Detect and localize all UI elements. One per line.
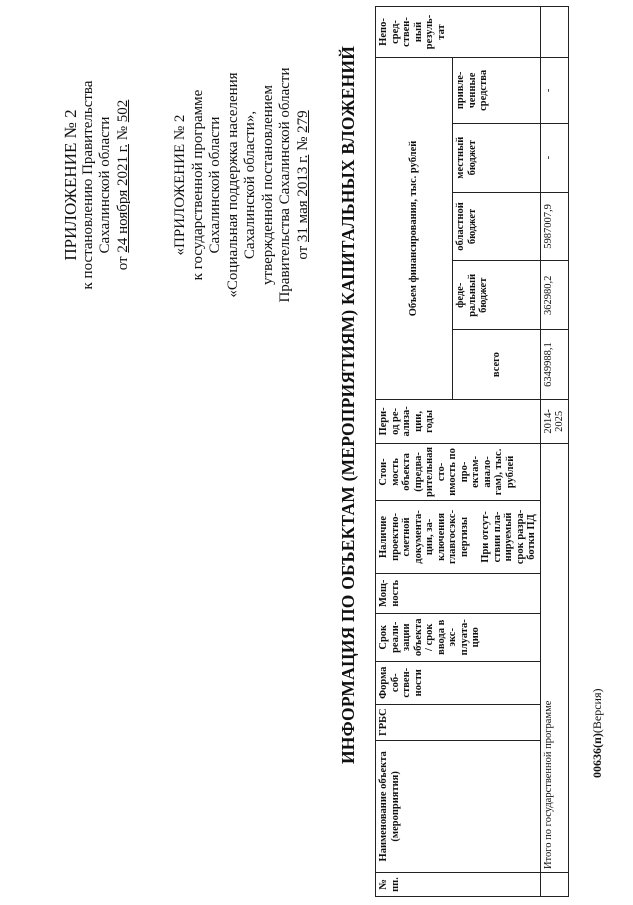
total-sum: 6349988,1 [540, 330, 568, 400]
program-line: утвержденной постановлением [259, 85, 276, 285]
cell-empty [540, 873, 568, 897]
header-ownership: Форма соб-ствен-ности [376, 661, 541, 704]
header-total: всего [453, 330, 540, 400]
program-line: «Социальная поддержка населения [224, 72, 241, 298]
appendix-line: к постановлению Правительства [79, 80, 96, 290]
program-line: Сахалинской области», [242, 110, 258, 260]
appendix-date-line: от 24 ноября 2021 г. № 502 [114, 99, 131, 271]
header-num: № пп. [376, 873, 541, 897]
appendix-line: Сахалинской области [97, 116, 113, 254]
cell-empty [540, 7, 568, 58]
table-header-row [376, 7, 453, 897]
header-grbs: ГРБС [376, 704, 541, 740]
total-period: 2014-2025 [540, 399, 568, 443]
program-header [172, 65, 312, 305]
total-label: Итого по государственной программе [540, 443, 568, 872]
total-attracted: - [540, 57, 568, 123]
page-title: ИНФОРМАЦИЯ ПО ОБЪЕКТАМ (МЕРОПРИЯТИЯМ) КАПИТАЛЬНЫХ ВЛОЖЕНИЙ [338, 45, 358, 765]
header-attracted: привле-ченные средства [453, 57, 540, 123]
header-capacity: Мощ-ность [376, 573, 541, 613]
appendix-date: 24 ноября 2021 г. [114, 144, 131, 253]
header-local: местный бюджет [453, 123, 540, 192]
program-line: «ПРИЛОЖЕНИЕ № 2 [172, 114, 188, 256]
program-line: к государственной программе [189, 89, 206, 281]
program-line: Правительства Сахалинской области [277, 67, 293, 303]
total-local: - [540, 123, 568, 192]
appendix-header [62, 65, 132, 305]
total-federal: 362980,2 [540, 261, 568, 330]
header-funding: Объем финансирования, тыс. рублей [376, 57, 453, 399]
program-date: 31 мая 2013 г. [294, 154, 311, 243]
header-period: Пери-од ре-ализа-ции, годы [376, 399, 541, 443]
header-regional: областной бюджет [453, 192, 540, 261]
header-docs-note: При отсут-ствии пла-нируемый срок разра-ботки ПД [480, 509, 537, 565]
header-deadline: Срок реали-зации объекта / срок ввода в экс-плуата-цию [376, 613, 541, 661]
header-cost: Стои-мость объекта (предва-рительная сто-имость по про-ектам-анало-гам), тыс. рублей [376, 443, 541, 500]
program-line: Сахалинской области [207, 116, 223, 254]
header-name: Наименование объекта (мероприятия) [376, 740, 541, 872]
program-date-line: от 31 мая 2013 г. № 279 [294, 110, 311, 260]
appendix-title: ПРИЛОЖЕНИЕ № 2 [61, 109, 80, 261]
table-row [540, 7, 568, 897]
total-regional: 5987007,9 [540, 192, 568, 261]
header-result: Непо-сред-ствен-ный резуль-тат [376, 7, 541, 58]
header-federal: феде-ральный бюджет [453, 261, 540, 330]
appendix-number: 502 [114, 99, 131, 123]
program-number: 279 [294, 110, 311, 133]
header-docs: Наличие проектно-сметной документа-ции, за-ключения главгосэкс-пертизы При отсут-ствии пла-нируемый срок разра-ботки ПД [376, 501, 541, 574]
document-code: 00636(п)(Версия) [590, 688, 604, 778]
capital-investments-table [375, 6, 569, 897]
